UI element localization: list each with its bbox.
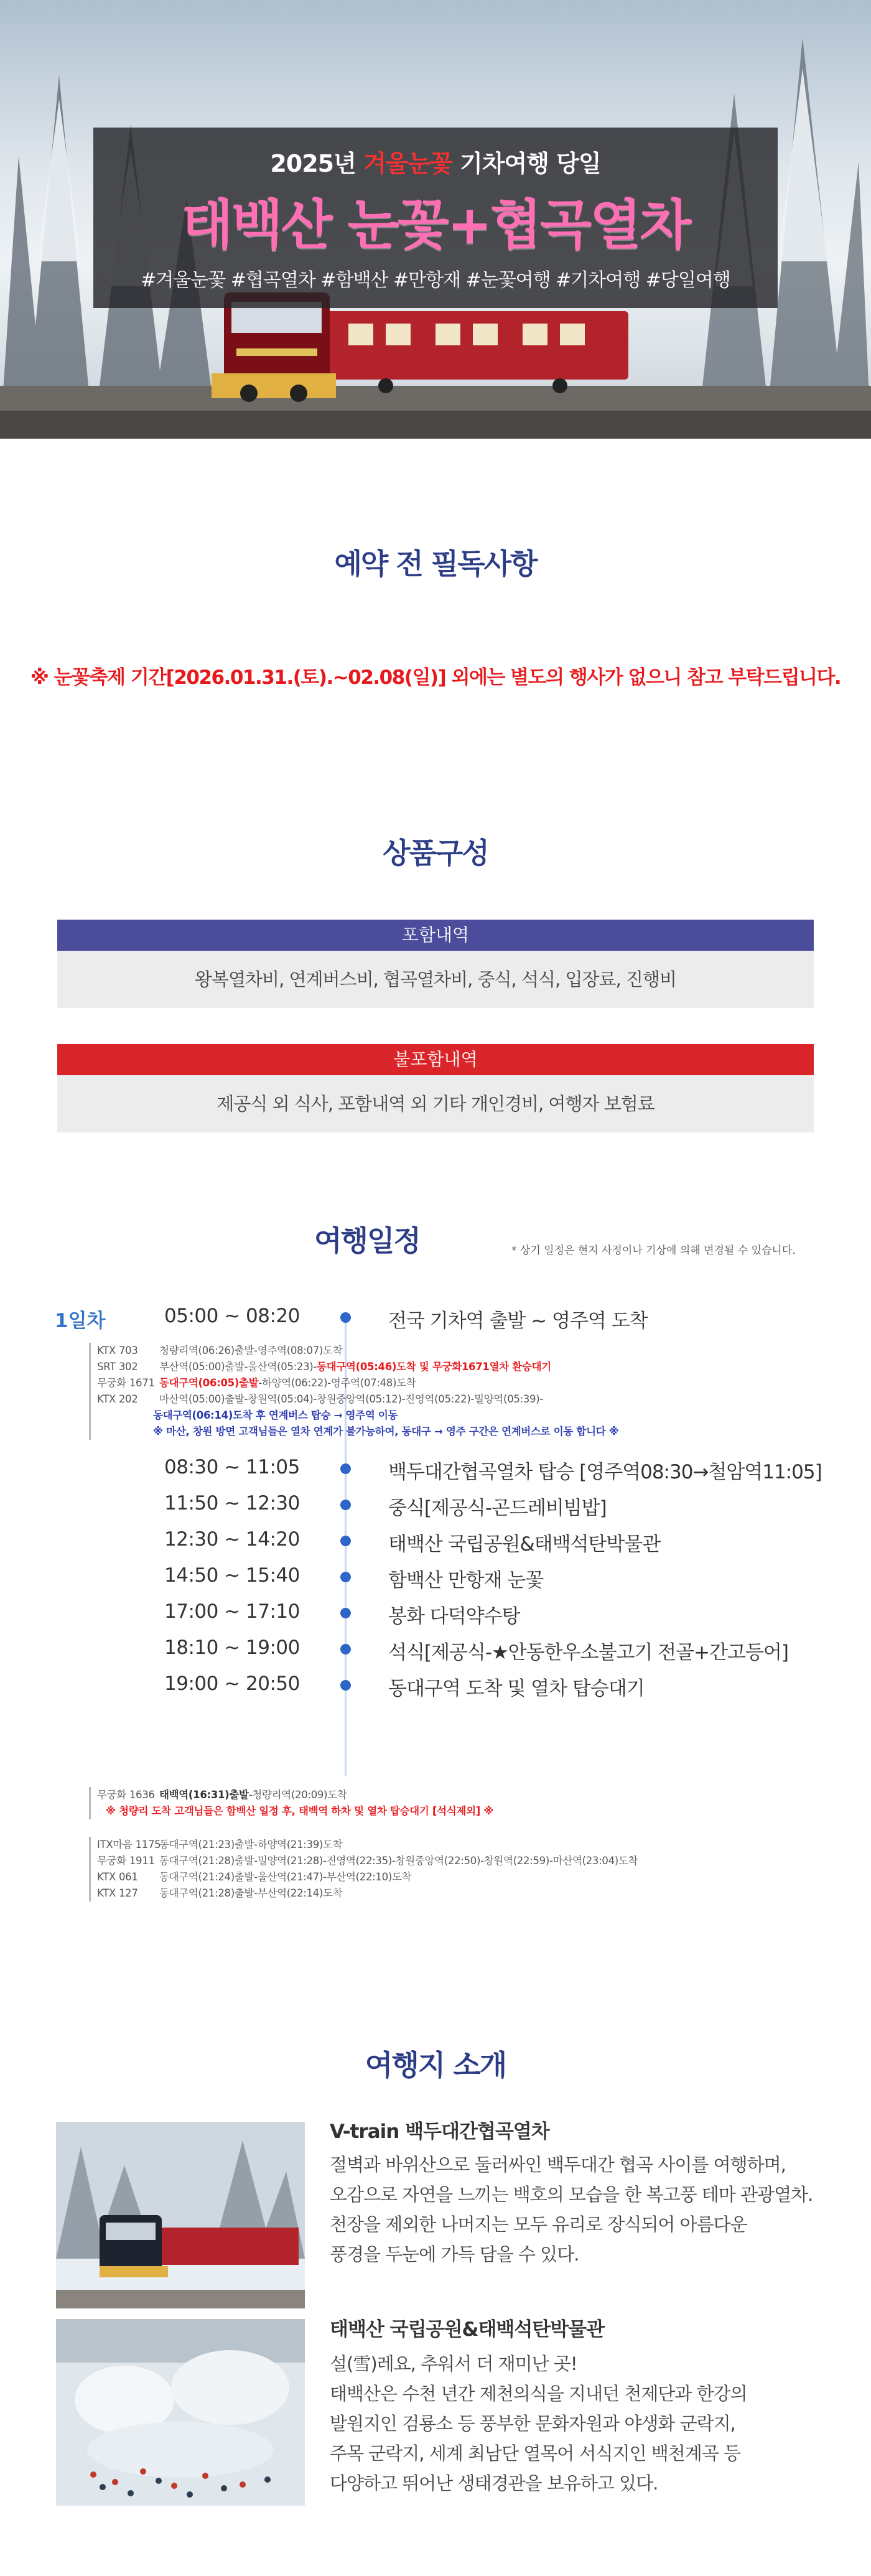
- excluded-items-box: 제공식 외 식사, 포함내역 외 기타 개인경비, 여행자 보험료: [57, 1075, 814, 1132]
- schedule-time: 19:00 ~ 20:50: [164, 1673, 300, 1695]
- festival-notice: ※ 눈꽃축제 기간[2026.01.31.(토).~02.08(일)] 외에는 별도의 행사가 없으니 참고 부탁드립니다.: [30, 666, 841, 689]
- excluded-label-bar: 불포함내역: [57, 1044, 814, 1075]
- day-label: 1일차: [55, 1310, 106, 1332]
- schedule-row: [0, 1456, 871, 1487]
- schedule-time: 05:00 ~ 08:20: [164, 1305, 300, 1327]
- schedule-time: 17:00 ~ 17:10: [164, 1600, 300, 1623]
- schedule-desc: 태백산 국립공원&태백석탄박물관: [388, 1533, 661, 1556]
- schedule-row: [0, 1673, 871, 1704]
- timeline-dot: [340, 1608, 351, 1618]
- train-note: ※ 청량리 도착 고객님들은 함백산 일정 후, 태백역 하차 및 열차 탑승대기 [석식제외] ※: [106, 1805, 494, 1817]
- timeline-dot: [340, 1536, 351, 1546]
- itinerary-note: * 상기 일정은 현지 사정이나 기상에 의해 변경될 수 있습니다.: [511, 1244, 796, 1257]
- hero-title: 태백산 눈꽃+협곡열차: [181, 194, 690, 256]
- vtrain-photo: [56, 2122, 305, 2308]
- evening-train-b: [89, 1837, 638, 1902]
- schedule-row: [0, 1492, 871, 1523]
- hero-subtitle-highlight: 겨울눈꽃: [363, 150, 452, 177]
- snow-festival-photo: [56, 2319, 305, 2506]
- schedule-row: [0, 1305, 871, 1336]
- included-items-box: 왕복열차비, 연계버스비, 협곡열차비, 중식, 석식, 입장료, 진행비: [57, 951, 814, 1008]
- schedule-desc: 석식[제공식-★안동한우소불고기 전골+간고등어]: [388, 1641, 788, 1664]
- hero-subtitle: 2025년 겨울눈꽃 기차여행 당일: [270, 150, 601, 177]
- timeline-dot: [340, 1680, 351, 1691]
- schedule-desc: 함백산 만항재 눈꽃: [388, 1569, 544, 1592]
- schedule-time: 08:30 ~ 11:05: [164, 1456, 300, 1478]
- train-line: ITX마음 1175동대구역(21:23)출발-하양역(21:39)도착: [97, 1839, 343, 1850]
- timeline-dot: [340, 1500, 351, 1510]
- train-line: KTX 061 동대구역(21:24)출발-울산역(21:47)-부산역(22:10)도착: [97, 1871, 412, 1883]
- itinerary-section-title: 여행일정: [314, 1224, 420, 1258]
- transfer-line: 동대구역(06:14)도착 후 연계버스 탑승 → 영주역 이동: [153, 1409, 398, 1421]
- product-section-title: 상품구성: [383, 836, 488, 870]
- train-line: KTX 202 마산역(05:00)출발-창원역(05:04)-창원중앙역(05:12)-진영역(05:22)-밀양역(05:39)-: [97, 1393, 544, 1405]
- train-illustration: [212, 292, 628, 402]
- train-line: 무궁화 1911 동대구역(21:28)출발-밀양역(21:28)-진영역(22:35)-창원중앙역(22:50)-창원역(22:59)-마산역(23:04)도착: [97, 1855, 638, 1867]
- schedule-desc: 백두대간협곡열차 탑승 [영주역08:30→철암역11:05]: [388, 1461, 822, 1483]
- destination-description: 절벽과 바위산으로 둘러싸인 백두대간 협곡 사이를 여행하며, 오감으로 자연을 느끼는 백호의 모습을 한 복고풍 테마 관광열차. 천장을 제외한 나머지는 모두 유리로 장식되어 아름다운 풍경을 두눈에 가득 담을 수 있다.: [330, 2154, 813, 2265]
- schedule-row: [0, 1600, 871, 1631]
- destination-title: 태백산 국립공원&태백석탄박물관: [330, 2318, 605, 2341]
- evening-train-a: [89, 1787, 493, 1819]
- schedule-time: 11:50 ~ 12:30: [164, 1492, 300, 1514]
- timeline-dot: [340, 1644, 351, 1654]
- destination-title: V-train 백두대간협곡열차: [330, 2121, 549, 2143]
- hero-banner: [0, 0, 871, 439]
- schedule-row: [0, 1528, 871, 1559]
- destinations-section-title: 여행지 소개: [365, 2048, 506, 2082]
- hero-hashtags: #겨울눈꽃 #협곡열차 #함백산 #만항재 #눈꽃여행 #기차여행 #당일여행: [141, 269, 730, 291]
- timeline-dot: [340, 1572, 351, 1582]
- notice-section-title: 예약 전 필독사항: [334, 547, 537, 581]
- morning-train-list: [89, 1343, 619, 1440]
- schedule-time: 14:50 ~ 15:40: [164, 1564, 300, 1587]
- train-line: 무궁화 1636 태백역(16:31)출발-청량리역(20:09)도착: [97, 1789, 347, 1801]
- schedule-desc: 동대구역 도착 및 열차 탑승대기: [388, 1678, 645, 1700]
- train-line: 무궁화 1671 동대구역(06:05)출발-하양역(06:22)-영주역(07:48)도착: [97, 1377, 416, 1389]
- train-line: KTX 703 청량리역(06:26)출발-영주역(08:07)도착: [97, 1345, 343, 1356]
- schedule-desc: 중식[제공식-곤드레비빔밥]: [388, 1497, 607, 1519]
- schedule-row: [0, 1564, 871, 1595]
- timeline-dot: [340, 1312, 351, 1323]
- schedule-time: 12:30 ~ 14:20: [164, 1528, 300, 1551]
- train-line: KTX 127 동대구역(21:28)출발-부산역(22:14)도착: [97, 1887, 343, 1899]
- train-line: SRT 302 부산역(05:00)출발-울산역(05:23)-동대구역(05:46)도착 및 무궁화1671열차 환승대기: [97, 1361, 551, 1373]
- schedule-time: 18:10 ~ 19:00: [164, 1636, 300, 1659]
- destination-description: 설(雪)레요, 추워서 더 재미난 곳! 태백산은 수천 년간 제천의식을 지내던 천제단과 한강의 발원지인 검룡소 등 풍부한 문화자원과 야생화 군락지, 주목 군락지, 세계 최남단 열목어 서식지인 백천계곡 등 다양하고 뛰어난 생태경관을 보유하고 있다.: [330, 2353, 747, 2494]
- timeline-dot: [340, 1463, 351, 1474]
- schedule-row: [0, 1636, 871, 1668]
- schedule-desc: 봉화 다덕약수탕: [388, 1605, 520, 1628]
- schedule-desc: 전국 기차역 출발 ~ 영주역 도착: [388, 1310, 648, 1332]
- included-label-bar: 포함내역: [57, 920, 814, 951]
- transfer-note: ※ 마산, 창원 방면 고객님들은 열차 연계가 불가능하여, 동대구 → 영주 구간은 연계버스로 이동 합니다 ※: [153, 1426, 619, 1437]
